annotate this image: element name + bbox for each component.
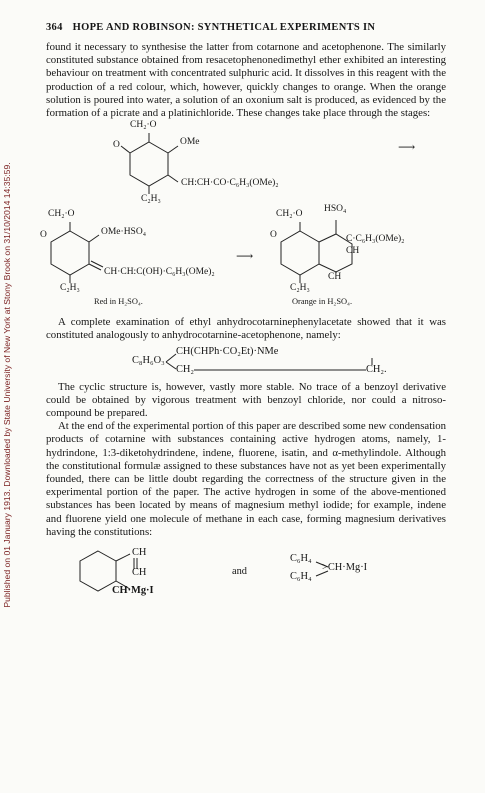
top-c2h3: C₂H₃	[141, 194, 161, 205]
right-ch: CH	[346, 246, 360, 257]
right-side-chain: C·C₆H₃(OMe)₂	[346, 234, 405, 245]
paragraph-2: A complete examination of ethyl anhydrocotarninephenylacetate showed that it was constituted analogously to anhydrocotarnine-acetophenone, namely:	[46, 316, 446, 342]
right-c2h3: C₂H₃	[290, 283, 310, 294]
top-ch2o: CH₂·O	[130, 120, 157, 131]
arrow-2: ⟶	[236, 249, 254, 264]
indene-mg-group: CH·Mg·I	[112, 585, 154, 597]
fluorene-c6h4-bottom: C₆H₄	[290, 571, 312, 583]
left-caption: Red in H₂SO₄.	[94, 297, 143, 307]
hso4-top: HSO₄	[324, 204, 347, 215]
indene-ch-1: CH	[132, 547, 147, 559]
right-o: O	[270, 230, 277, 241]
formula-2-upper: CH(CHPh·CO₂Et)·NMe	[176, 345, 279, 357]
left-c2h3: C₂H₃	[60, 283, 80, 294]
formula-2-core: C₈H₆O₃	[132, 354, 165, 366]
right-caption: Orange in H₂SO₄.	[292, 297, 353, 307]
page-number: 364	[46, 22, 63, 33]
formula-2-lower-left: CH₂	[176, 363, 195, 375]
paragraph-1: found it necessary to synthesise the latter from cotarnone and acetophenone. The similarly constituted substance obtained from resacetophenonedimethyl ether exhibited an interesting behaviour on treatment with concentrated sulphuric acid. It dissolves in this reagent with the production of a red colour, which, however, quickly changes to orange. When the orange solution is poured into water, a solution of an oxonium salt is produced, as evidenced by the formation of a picrate and a platinichloride. These changes take place through the stages:	[46, 41, 446, 120]
structural-formula-2	[46, 343, 446, 381]
reaction-scheme	[40, 120, 446, 330]
right-ch2o: CH₂·O	[276, 209, 303, 220]
fluorene-c6h4-top: C₆H₄	[290, 553, 312, 565]
left-ch2o: CH₂·O	[48, 209, 75, 220]
top-o: O	[113, 140, 120, 151]
fluorene-mg-group: >CH·Mg·I	[322, 562, 368, 574]
running-header	[46, 22, 446, 33]
journal-page	[40, 22, 446, 605]
paragraph-4: At the end of the experimental portion of this paper are described some new condensation products of cotarnine with substances containing active hydrogen atoms, namely, 1-hydrindone, 1:3-diketohydrindene, indene, fluorene, isatin, and α-methylindole. Although the constitutional formulæ assigned to these substances have not as yet been experimentally founded, there can be little doubt regarding the correctness of the structure given in the experimental portion of the paper. The active hydrogen in some of the above-mentioned substances has been located by means of magnesium methyl iodide; for example, indene and fluorene yield one molecule of methane in each case, forming magnesium derivatives having the constitutions:	[46, 420, 446, 538]
running-title: HOPE AND ROBINSON: SYNTHETICAL EXPERIMENTS IN	[72, 22, 376, 33]
right-ch-lower: CH	[328, 272, 342, 283]
arrow-1: ⟶	[398, 140, 416, 155]
magnesium-derivative-formulas	[46, 545, 446, 605]
formula-2-lower-right: CH₂.	[366, 363, 387, 375]
paragraph-3: The cyclic structure is, however, vastly more stable. No trace of a benzoyl derivative could be obtained by vigorous treatment with benzoyl chloride, nor could a nitroso-compound be prepared.	[46, 380, 446, 420]
left-ome-hso4: OMe·HSO₄	[101, 227, 147, 238]
indene-ch-2: CH	[132, 567, 147, 579]
download-notice-sidebar	[2, 0, 14, 793]
and-word: and	[232, 566, 248, 578]
top-ome: OMe	[180, 137, 200, 148]
left-o: O	[40, 230, 47, 241]
left-side-chain: CH·CH:C(OH)·C₆H₃(OMe)₂	[104, 267, 215, 278]
top-side-chain: CH:CH·CO·C₆H₃(OMe)₂	[181, 178, 279, 189]
download-notice-text: Published on 01 January 1913. Downloaded by State University of New York at Stony Brook on 31/10/2014 14:35:59.	[2, 162, 12, 608]
